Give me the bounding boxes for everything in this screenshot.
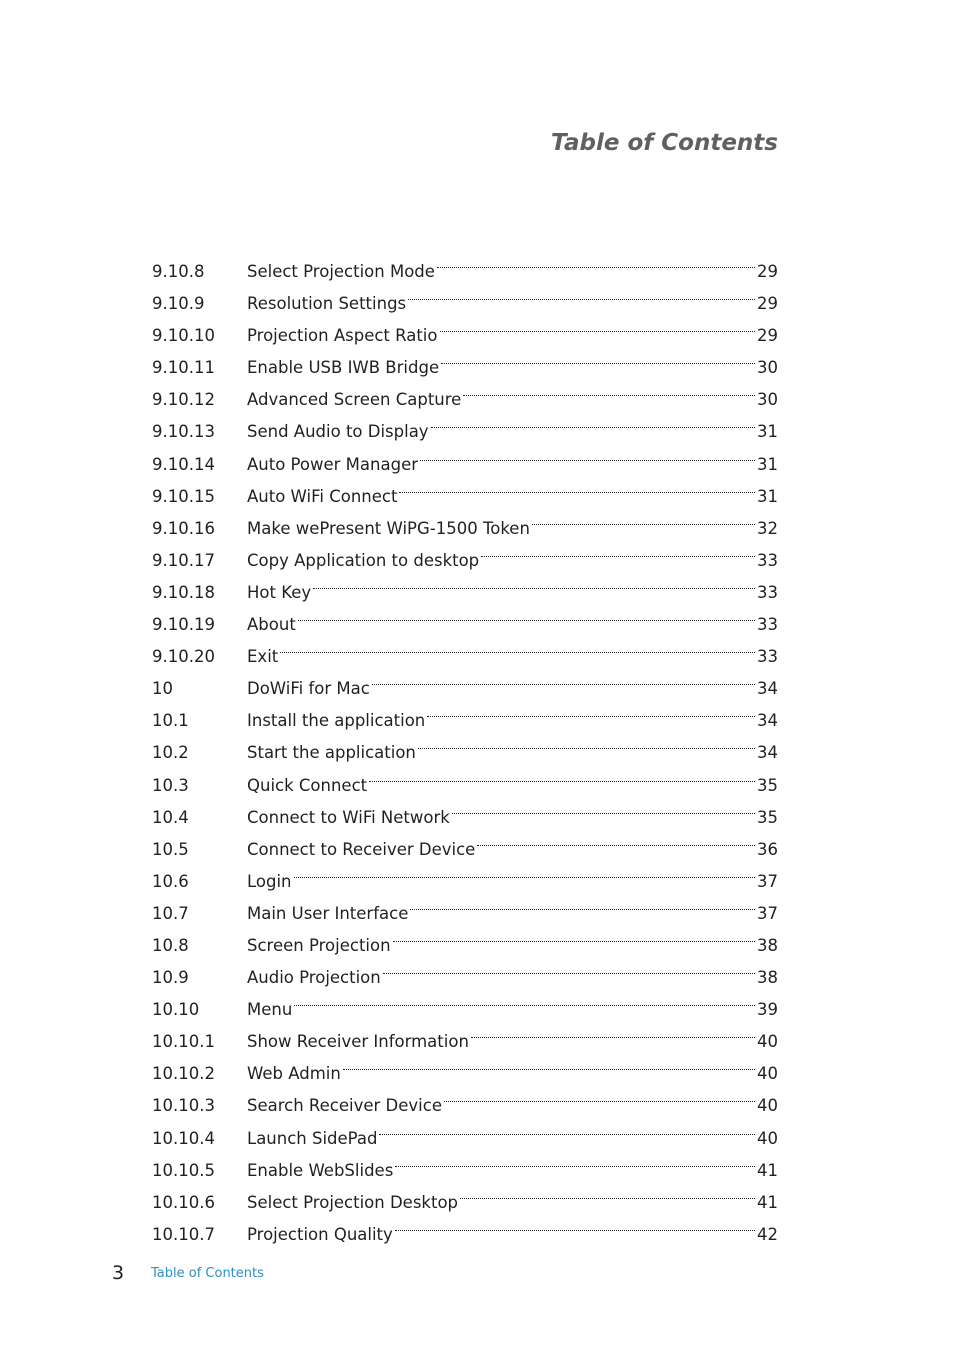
toc-entry-title: Select Projection Mode	[247, 262, 435, 281]
toc-entry-page: 40	[757, 1064, 778, 1084]
toc-entry-number: 10.10	[152, 1000, 200, 1020]
toc-dot-leader	[460, 1176, 755, 1208]
toc-entry-title: Enable WebSlides	[247, 1160, 394, 1180]
toc-entry-number: 9.10.12	[152, 390, 215, 410]
toc-dot-leader	[294, 983, 755, 1015]
toc-entry-title: Quick Connect	[247, 775, 368, 795]
toc-entry-title: Resolution Settings	[247, 294, 407, 314]
toc-entry-page: 40	[757, 1128, 778, 1148]
toc-entry-page: 33	[757, 647, 778, 667]
toc-entry-number: 10.10.7	[152, 1224, 215, 1244]
toc-entry-page: 38	[757, 968, 778, 988]
toc-entry-page: 32	[757, 518, 778, 538]
toc-entry-title: Connect to Receiver Device	[247, 839, 476, 859]
toc-entry-title: Send Audio to Display	[247, 422, 429, 442]
toc-entry-title: Advanced Screen Capture	[247, 390, 462, 410]
toc-dot-leader	[383, 951, 755, 983]
toc-entry-number: 10.8	[152, 935, 189, 955]
toc-entry-page: 31	[757, 422, 778, 442]
toc-entry-page: 36	[757, 839, 778, 859]
toc-dot-leader	[420, 438, 755, 470]
toc-entry-number: 9.10.13	[152, 422, 215, 442]
toc-entry-number: 9.10.16	[152, 518, 215, 538]
toc-entry-number: 9.10.19	[152, 615, 215, 635]
toc-dot-leader	[431, 405, 755, 437]
toc-entry-title: Copy Application to desktop	[247, 550, 480, 570]
toc-entry-number: 9.10.18	[152, 582, 215, 602]
toc-dot-leader	[477, 823, 755, 855]
toc-entry-page: 30	[757, 358, 778, 378]
toc-entry-number: 10.10.6	[152, 1192, 215, 1212]
toc-dot-leader	[408, 277, 755, 309]
page-number: 3	[112, 1262, 125, 1284]
toc-dot-leader	[463, 373, 755, 405]
toc-entry-number: 9.10.11	[152, 358, 215, 378]
toc-entry-number: 9.10.17	[152, 550, 215, 570]
toc-entry-title: Make wePresent WiPG-1500 Token	[247, 518, 530, 538]
toc-entry-title: DoWiFi for Mac	[247, 679, 370, 699]
toc-dot-leader	[471, 1015, 755, 1047]
toc-entry-number: 10.2	[152, 743, 189, 763]
toc-entry-number: 9.10.15	[152, 486, 215, 506]
toc-entry-title: Web Admin	[247, 1064, 341, 1084]
toc-entry-title: Enable USB IWB Bridge	[247, 358, 440, 378]
toc-entry-title: Exit	[247, 647, 279, 667]
toc-entry-number: 10.7	[152, 903, 189, 923]
toc-entry-title: Projection Aspect Ratio	[247, 326, 438, 346]
toc-entry-title: Auto WiFi Connect	[247, 486, 398, 506]
toc-entry-number: 10.10.4	[152, 1128, 215, 1148]
toc-entry-title: Menu	[247, 1000, 293, 1020]
toc-entry-title: Select Projection Desktop	[247, 1192, 459, 1212]
toc-entry-number: 10.10.3	[152, 1096, 215, 1116]
toc-entry-number: 9.10.20	[152, 647, 215, 667]
toc-entry-page: 42	[757, 1224, 778, 1244]
toc-dot-leader	[481, 534, 755, 566]
toc-dot-leader	[532, 502, 755, 534]
toc-entry-number: 10.6	[152, 871, 189, 891]
toc-entry-page: 33	[757, 615, 778, 635]
toc-entry[interactable]	[152, 245, 778, 281]
toc-entry-title: Audio Projection	[247, 968, 381, 988]
toc-entry-number: 10.10.2	[152, 1064, 215, 1084]
toc-entry-title: Connect to WiFi Network	[247, 807, 450, 827]
toc-entry-page: 31	[757, 454, 778, 474]
toc-entry-page: 29	[757, 262, 778, 281]
toc-dot-leader	[294, 855, 755, 887]
toc-entry-page: 37	[757, 871, 778, 891]
toc-entry-title: Projection Quality	[247, 1224, 393, 1244]
toc-entry-number: 10.4	[152, 807, 189, 827]
toc-dot-leader	[393, 919, 755, 951]
toc-entry-number: 9.10.10	[152, 326, 215, 346]
toc-entry-number: 9.10.9	[152, 294, 205, 314]
toc-entry-number: 9.10.14	[152, 454, 215, 474]
toc-entry-page: 34	[757, 743, 778, 763]
toc-entry-page: 40	[757, 1032, 778, 1052]
toc-dot-leader	[441, 341, 755, 373]
toc-dot-leader	[280, 630, 755, 662]
toc-dot-leader	[444, 1079, 755, 1111]
toc-entry-number: 10.10.5	[152, 1160, 215, 1180]
toc-entry-title: Login	[247, 871, 292, 891]
toc-entry-title: Show Receiver Information	[247, 1032, 469, 1052]
toc-entry-number: 10.10.1	[152, 1032, 215, 1052]
toc-dot-leader	[298, 598, 755, 630]
toc-dot-leader	[313, 566, 755, 598]
table-of-contents	[152, 245, 778, 1244]
toc-entry-number: 10.1	[152, 711, 189, 731]
toc-entry-number: 10.5	[152, 839, 189, 859]
toc-dot-leader	[395, 1144, 755, 1176]
toc-dot-leader	[440, 309, 756, 341]
toc-entry-number: 9.10.8	[152, 262, 205, 281]
toc-entry-title: Search Receiver Device	[247, 1096, 442, 1116]
toc-entry-title: About	[247, 615, 296, 635]
toc-dot-leader	[452, 791, 755, 823]
toc-entry-title: Install the application	[247, 711, 426, 731]
toc-entry-title: Main User Interface	[247, 903, 409, 923]
toc-entry-page: 39	[757, 1000, 778, 1020]
toc-entry-page: 34	[757, 679, 778, 699]
toc-entry-page: 33	[757, 550, 778, 570]
toc-dot-leader	[343, 1047, 755, 1079]
toc-entry-number: 10	[152, 679, 173, 699]
toc-dot-leader	[369, 759, 755, 791]
toc-dot-leader	[427, 694, 755, 726]
toc-entry-page: 31	[757, 486, 778, 506]
toc-entry-page: 33	[757, 582, 778, 602]
toc-entry-page: 35	[757, 775, 778, 795]
toc-entry-page: 35	[757, 807, 778, 827]
toc-entry-page: 29	[757, 294, 778, 314]
toc-dot-leader	[437, 245, 755, 277]
toc-entry-number: 10.3	[152, 775, 189, 795]
toc-dot-leader	[372, 662, 755, 694]
toc-dot-leader	[379, 1112, 755, 1144]
toc-entry-number: 10.9	[152, 968, 189, 988]
toc-entry-page: 41	[757, 1160, 778, 1180]
toc-dot-leader	[418, 726, 755, 758]
toc-entry-title: Auto Power Manager	[247, 454, 419, 474]
toc-entry-title: Launch SidePad	[247, 1128, 378, 1148]
toc-entry-title: Hot Key	[247, 582, 312, 602]
toc-entry-title: Screen Projection	[247, 935, 391, 955]
page-title: Table of Contents	[551, 130, 778, 156]
toc-entry-page: 37	[757, 903, 778, 923]
toc-entry-page: 34	[757, 711, 778, 731]
toc-entry-page: 30	[757, 390, 778, 410]
toc-dot-leader	[395, 1208, 755, 1240]
toc-dot-leader	[399, 470, 755, 502]
toc-entry-title: Start the application	[247, 743, 416, 763]
toc-dot-leader	[410, 887, 755, 919]
toc-entry-page: 41	[757, 1192, 778, 1212]
toc-entry-page: 40	[757, 1096, 778, 1116]
footer-section-label: Table of Contents	[151, 1266, 264, 1281]
toc-entry-page: 38	[757, 935, 778, 955]
toc-entry-page: 29	[757, 326, 778, 346]
